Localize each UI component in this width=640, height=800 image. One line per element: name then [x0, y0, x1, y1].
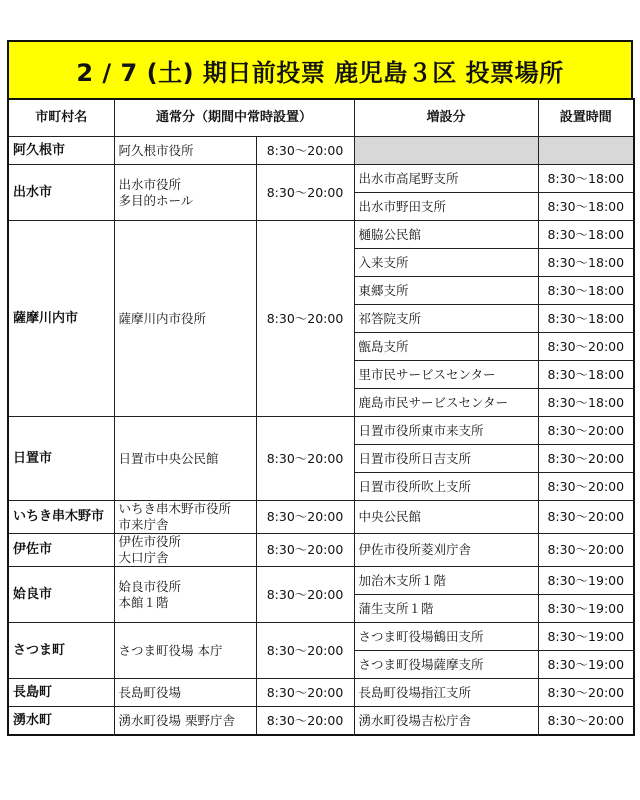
- main-place-line: 阿久根市役所: [118, 142, 194, 158]
- extra-time-cell: 8:30〜20:00: [538, 534, 634, 567]
- table-row: [8, 221, 634, 249]
- city-cell: 出水市: [8, 165, 114, 221]
- extra-place-cell: 出水市高尾野支所: [354, 165, 538, 193]
- table-row: [8, 679, 634, 707]
- main-time-cell: 8:30〜20:00: [256, 534, 354, 567]
- extra-place-cell: 長島町役場指江支所: [354, 679, 538, 707]
- extra-time-cell: 8:30〜20:00: [538, 445, 634, 473]
- main-place-cell: [114, 137, 256, 165]
- extra-time-cell: 8:30〜19:00: [538, 623, 634, 651]
- main-time-cell: 8:30〜20:00: [256, 567, 354, 623]
- extra-place-cell: 伊佐市役所菱刈庁舎: [354, 534, 538, 567]
- extra-time-cell: 8:30〜19:00: [538, 567, 634, 595]
- header-main: 通常分（期間中常時設置）: [114, 99, 354, 137]
- city-cell: 伊佐市: [8, 534, 114, 567]
- main-time-cell: 8:30〜20:00: [256, 417, 354, 501]
- extra-place-cell: 鹿島市民サービスセンター: [354, 389, 538, 417]
- extra-time-cell: 8:30〜19:00: [538, 651, 634, 679]
- extra-time-cell: 8:30〜18:00: [538, 249, 634, 277]
- main-place-line: 長島町役場: [118, 684, 182, 700]
- main-place-line: 薩摩川内市役所: [118, 310, 207, 326]
- extra-place-cell: 中央公民館: [354, 501, 538, 534]
- extra-time-cell: 8:30〜19:00: [538, 595, 634, 623]
- voting-places-sheet: [7, 40, 633, 736]
- main-place-line: 姶良市役所: [118, 578, 182, 594]
- main-place-cell: [114, 501, 256, 534]
- main-place-line: 本館１階: [118, 594, 169, 610]
- main-time-cell: 8:30〜20:00: [256, 623, 354, 679]
- table-row: [8, 707, 634, 736]
- table-row: [8, 165, 634, 193]
- extra-place-cell: 里市民サービスセンター: [354, 361, 538, 389]
- main-place-cell: [114, 707, 256, 736]
- extra-place-cell: 日置市役所日吉支所: [354, 445, 538, 473]
- city-cell: 薩摩川内市: [8, 221, 114, 417]
- main-place-line: 日置市中央公民館: [118, 450, 219, 466]
- header-extra: 増設分: [354, 99, 538, 137]
- page-title: 2 / 7 (土) 期日前投票 鹿児島３区 投票場所: [7, 40, 633, 98]
- extra-place-cell: 甑島支所: [354, 333, 538, 361]
- extra-place-cell: さつま町役場薩摩支所: [354, 651, 538, 679]
- extra-place-cell: さつま町役場鶴田支所: [354, 623, 538, 651]
- extra-time-cell: 8:30〜18:00: [538, 193, 634, 221]
- extra-place-cell: 出水市野田支所: [354, 193, 538, 221]
- main-place-line: 出水市役所: [118, 176, 182, 192]
- city-cell: 姶良市: [8, 567, 114, 623]
- extra-place-cell: 加治木支所１階: [354, 567, 538, 595]
- city-cell: 阿久根市: [8, 137, 114, 165]
- table-row: [8, 567, 634, 595]
- main-place-cell: [114, 417, 256, 501]
- extra-time-cell: 8:30〜18:00: [538, 221, 634, 249]
- extra-time-cell: 8:30〜20:00: [538, 417, 634, 445]
- main-place-line: 市来庁舎: [118, 517, 169, 532]
- extra-time-cell: 8:30〜20:00: [538, 333, 634, 361]
- extra-place-empty: [354, 137, 538, 165]
- city-cell: 湧水町: [8, 707, 114, 736]
- extra-time-cell: 8:30〜20:00: [538, 679, 634, 707]
- extra-place-cell: 祁答院支所: [354, 305, 538, 333]
- table-body: [8, 137, 634, 736]
- main-place-cell: [114, 534, 256, 567]
- main-time-cell: 8:30〜20:00: [256, 501, 354, 534]
- extra-place-cell: 日置市役所東市来支所: [354, 417, 538, 445]
- extra-time-cell: 8:30〜20:00: [538, 473, 634, 501]
- city-cell: 日置市: [8, 417, 114, 501]
- main-place-line: 大口庁舎: [118, 550, 169, 565]
- main-place-line: 湧水町役場 栗野庁舎: [118, 712, 235, 728]
- extra-place-cell: 蒲生支所１階: [354, 595, 538, 623]
- table-row: [8, 501, 634, 534]
- extra-time-cell: 8:30〜20:00: [538, 707, 634, 736]
- main-time-cell: 8:30〜20:00: [256, 679, 354, 707]
- main-time-cell: 8:30〜20:00: [256, 165, 354, 221]
- city-cell: いちき串木野市: [8, 501, 114, 534]
- extra-time-cell: 8:30〜18:00: [538, 361, 634, 389]
- header-extra-time: 設置時間: [538, 99, 634, 137]
- main-place-cell: [114, 679, 256, 707]
- main-place-cell: [114, 165, 256, 221]
- city-cell: さつま町: [8, 623, 114, 679]
- header-city: 市町村名: [8, 99, 114, 137]
- extra-place-cell: 東郷支所: [354, 277, 538, 305]
- main-place-cell: [114, 623, 256, 679]
- table-row: [8, 623, 634, 651]
- city-cell: 長島町: [8, 679, 114, 707]
- table-row: [8, 137, 634, 165]
- header-row: [8, 99, 634, 137]
- extra-time-cell: 8:30〜18:00: [538, 305, 634, 333]
- main-place-line: いちき串木野市役所: [118, 501, 232, 516]
- main-time-cell: 8:30〜20:00: [256, 221, 354, 417]
- extra-time-empty: [538, 137, 634, 165]
- main-place-line: 多目的ホール: [118, 192, 194, 208]
- extra-place-cell: 日置市役所吹上支所: [354, 473, 538, 501]
- extra-place-cell: 樋脇公民館: [354, 221, 538, 249]
- main-time-cell: 8:30〜20:00: [256, 707, 354, 736]
- table-row: [8, 534, 634, 567]
- main-place-cell: [114, 221, 256, 417]
- extra-place-cell: 湧水町役場吉松庁舎: [354, 707, 538, 736]
- extra-time-cell: 8:30〜20:00: [538, 501, 634, 534]
- main-place-line: 伊佐市役所: [118, 534, 182, 549]
- voting-table: [7, 98, 635, 736]
- main-place-cell: [114, 567, 256, 623]
- table-row: [8, 417, 634, 445]
- main-place-line: さつま町役場 本庁: [118, 642, 223, 658]
- extra-place-cell: 入来支所: [354, 249, 538, 277]
- extra-time-cell: 8:30〜18:00: [538, 165, 634, 193]
- extra-time-cell: 8:30〜18:00: [538, 389, 634, 417]
- main-time-cell: 8:30〜20:00: [256, 137, 354, 165]
- extra-time-cell: 8:30〜18:00: [538, 277, 634, 305]
